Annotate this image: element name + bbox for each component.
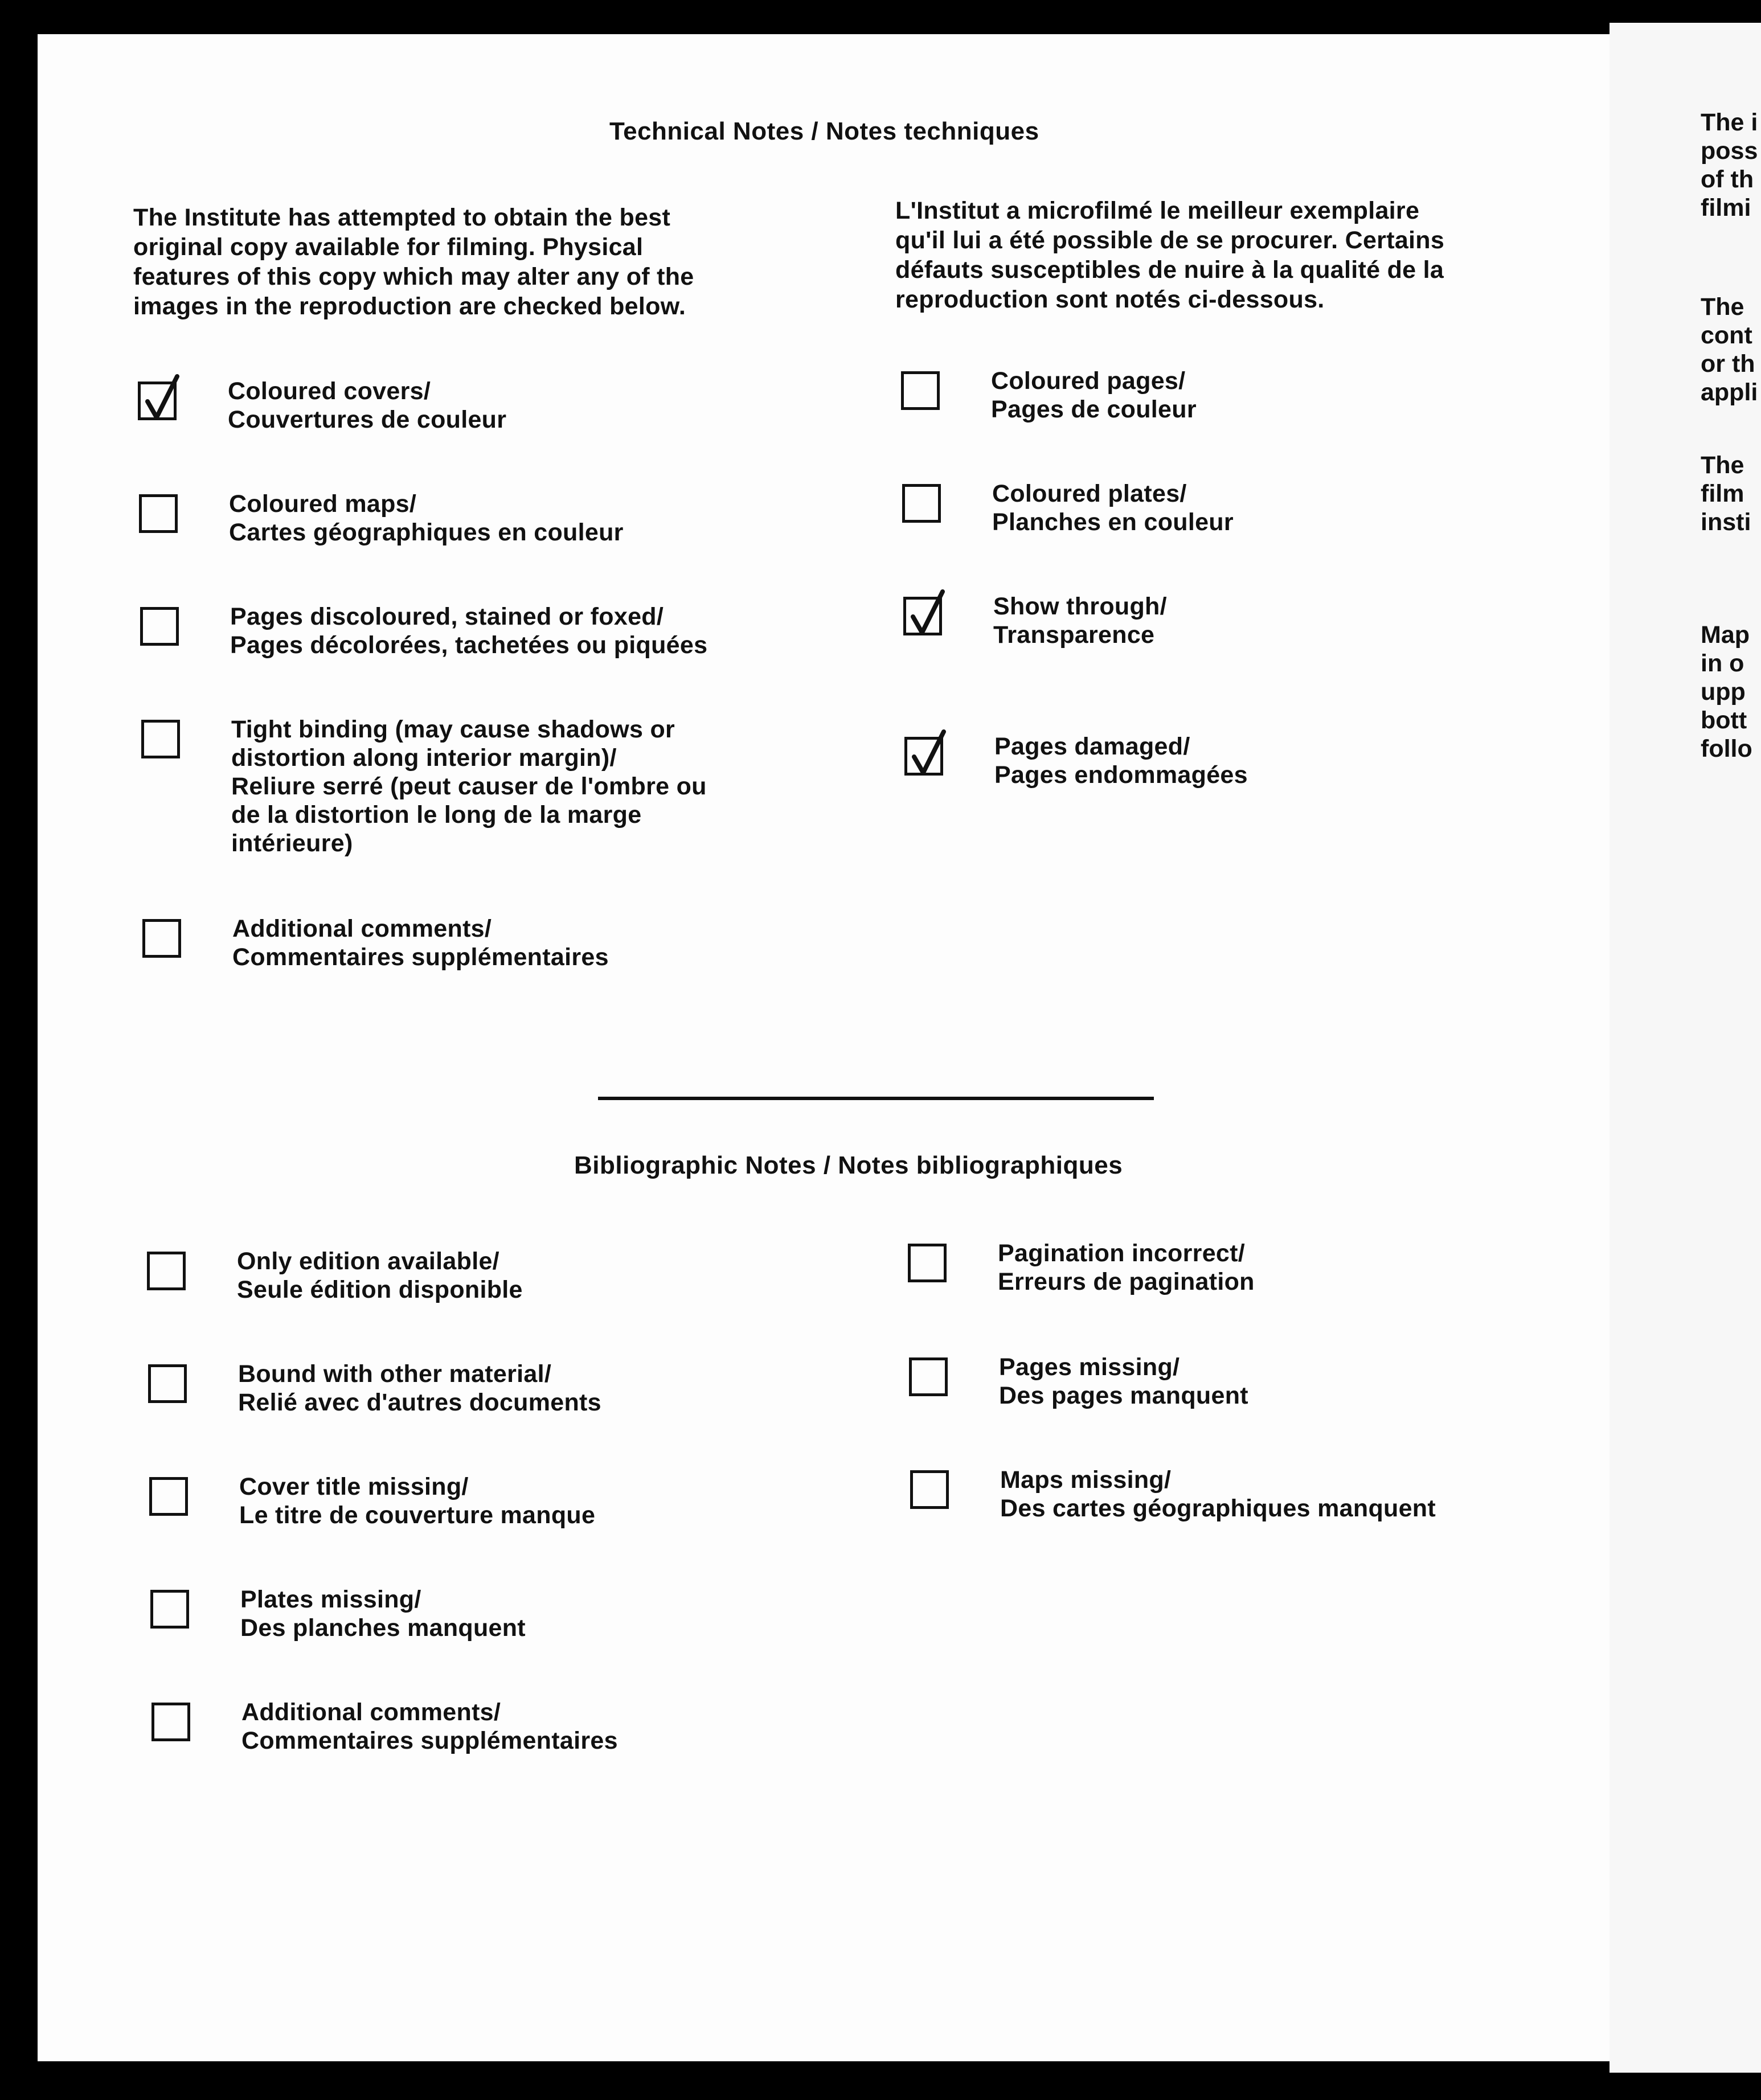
- checklist-item-show-through: [903, 592, 1167, 649]
- checklist-item-pagination-incorrect: [908, 1239, 1255, 1296]
- checklist-item-pages-damaged: [904, 732, 1248, 789]
- checklist-label: Bound with other material/ Relié avec d'autres documents: [238, 1360, 601, 1416]
- checkmark-icon: [137, 372, 185, 424]
- checklist-label: Additional comments/ Commentaires supplémentaires: [232, 915, 609, 971]
- checklist-label: Coloured maps/ Cartes géographiques en couleur: [229, 490, 624, 546]
- checkbox-pages-missing[interactable]: [909, 1357, 948, 1396]
- right-page-paragraph: The cont or th appli: [1701, 293, 1758, 406]
- checkbox-tight-binding[interactable]: [141, 720, 180, 758]
- checklist-label: Maps missing/ Des cartes géographiques manquent: [1000, 1466, 1436, 1522]
- checklist-item-only-edition: [147, 1247, 523, 1304]
- checkbox-bound-with[interactable]: [148, 1364, 187, 1403]
- checklist-item-pages-missing: [909, 1353, 1248, 1410]
- right-page-paragraph: Map in o upp bott follo: [1701, 621, 1752, 762]
- intro-english: The Institute has attempted to obtain the best original copy available for filming. Physical features of this copy which may alter any of the images in the reproduction are checked below.: [133, 204, 694, 320]
- checkbox-only-edition[interactable]: [147, 1252, 186, 1290]
- checklist-item-tight-binding: [141, 715, 707, 858]
- checklist-item-plates-missing: [150, 1585, 526, 1642]
- checkbox-show-through[interactable]: [903, 597, 942, 635]
- checklist-item-coloured-plates: [902, 479, 1234, 536]
- bibliographic-notes-title: Bibliographic Notes / Notes bibliographiques: [574, 1151, 1123, 1179]
- checklist-item-bound-with: [148, 1360, 601, 1417]
- checkbox-maps-missing[interactable]: [910, 1470, 949, 1509]
- checklist-label: Coloured plates/ Planches en couleur: [992, 480, 1234, 536]
- checklist-label: Additional comments/ Commentaires supplémentaires: [241, 1699, 618, 1754]
- checklist-label: Show through/ Transparence: [993, 593, 1167, 649]
- checklist-item-maps-missing: [910, 1466, 1436, 1523]
- checkbox-additional-comments-bibliographic[interactable]: [151, 1703, 190, 1741]
- checkmark-icon: [903, 587, 951, 639]
- checklist-label: Pages discoloured, stained or foxed/ Pages décolorées, tachetées ou piquées: [230, 603, 708, 659]
- intro-french: L'Institut a microfilmé le meilleur exemplaire qu'il lui a été possible de se procurer. Certains défauts susceptibles de nuire à la qualité de la reproduction sont notés ci-dessous.: [895, 197, 1445, 313]
- checklist-label: Pages missing/ Des pages manquent: [999, 1353, 1248, 1409]
- document-page: [38, 34, 1610, 2061]
- checkbox-pagination-incorrect[interactable]: [908, 1244, 947, 1282]
- section-divider: [598, 1097, 1154, 1100]
- checklist-item-pages-discoloured: [140, 602, 707, 659]
- right-page-paragraph: The film insti: [1701, 452, 1751, 536]
- adjacent-page-fragment: [1610, 23, 1761, 2073]
- checkbox-plates-missing[interactable]: [150, 1590, 189, 1629]
- checklist-label: Plates missing/ Des planches manquent: [240, 1586, 526, 1642]
- checklist-item-coloured-covers: [138, 377, 506, 434]
- checklist-label: Coloured covers/ Couvertures de couleur: [228, 378, 507, 433]
- checkbox-coloured-maps[interactable]: [139, 494, 178, 533]
- checkbox-pages-discoloured[interactable]: [140, 607, 179, 646]
- checkmark-icon: [904, 727, 952, 780]
- checklist-item-additional-comments-bibliographic: [151, 1698, 618, 1755]
- checklist-label: Tight binding (may cause shadows or distortion along interior margin)/ Reliure serré (peut causer de l'ombre ou de la distortion le long de la marge intérieure): [231, 716, 707, 857]
- checklist-item-coloured-pages: [901, 367, 1197, 424]
- right-page-paragraph: The i poss of th filmi: [1701, 109, 1758, 222]
- checkbox-coloured-covers[interactable]: [138, 382, 177, 420]
- checkbox-coloured-plates[interactable]: [902, 484, 941, 523]
- checkbox-additional-comments-technical[interactable]: [142, 919, 181, 958]
- checklist-item-coloured-maps: [139, 490, 624, 547]
- checkbox-cover-title-missing[interactable]: [149, 1477, 188, 1516]
- checklist-label: Pages damaged/ Pages endommagées: [994, 733, 1248, 789]
- checklist-label: Coloured pages/ Pages de couleur: [991, 367, 1197, 423]
- checklist-item-additional-comments-technical: [142, 914, 609, 971]
- checkbox-pages-damaged[interactable]: [904, 737, 943, 776]
- checkbox-coloured-pages[interactable]: [901, 371, 940, 410]
- checklist-label: Only edition available/ Seule édition disponible: [237, 1248, 523, 1303]
- checklist-label: Pagination incorrect/ Erreurs de pagination: [998, 1240, 1255, 1295]
- checklist-label: Cover title missing/ Le titre de couverture manque: [239, 1473, 596, 1529]
- checklist-item-cover-title-missing: [149, 1473, 595, 1529]
- technical-notes-title: Technical Notes / Notes techniques: [609, 117, 1039, 145]
